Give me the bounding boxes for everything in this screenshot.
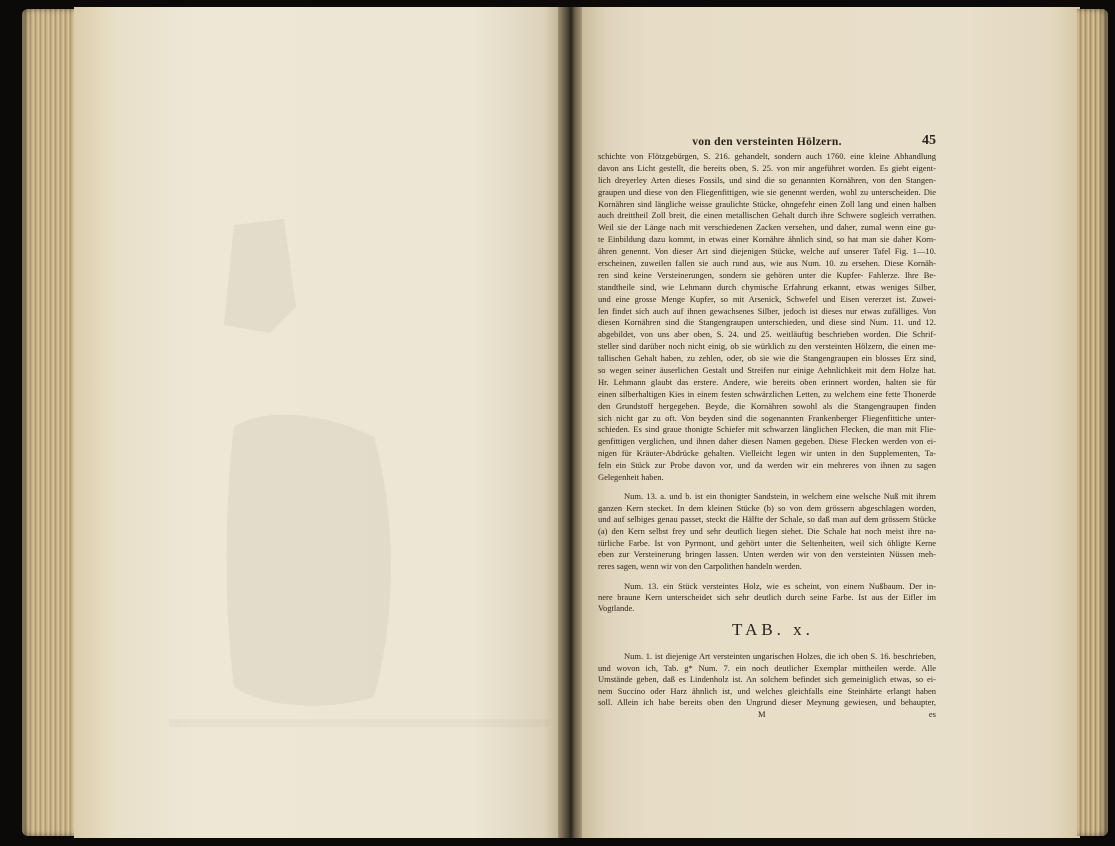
text-line: diesen Kornähren sind die Stangengraupen unterschieden, und diese sind Num. 11. und 12. [598,317,936,328]
text-line: Hr. Lehmann glaubt das erstere. Andere, wie bereits oben erinnert worden, halten sie für [598,376,936,387]
paragraph [598,651,936,709]
text-line: Num. 13. ein Stück versteintes Holz, wie es scheint, von einem Nußbaum. Der in- [624,581,936,591]
text-line: graupen und diese von den Fliegenfittigen, wie sie genennt werden, wohl zu unterscheiden. Die [598,186,936,197]
text-line: standtheile sind, wie Lehmann durch chymische Erfahrung erkannt, etwas weniges Silber, [598,281,936,292]
text-line: steller sind darüber noch nicht einig, ob sie würklich zu den versteinten Hölzern, die einen me- [598,341,936,352]
text-line: den Grundstoff hergegeben. Beyde, die Kornähren sowohl als die Stangengraupen finden [598,400,936,411]
text-line: davon ans Licht gestellt, die bereits oben, S. 25. von mir angeführet worden. Es giebt eigent- [598,162,936,173]
text-line: Vogtlande. [598,603,635,613]
text-line: türliche Farbe. Ist von Pyrmont, und gehört unter die Seltenheiten, weil sich öhligte Kerne [598,537,936,548]
bleed-through-fragment [224,219,296,333]
text-line: ähren genennt. Von dieser Art sind diejenigen Stücke, welche auf unserer Tafel Fig. 1—10. [598,246,936,257]
text-line: einen silberhaltigen Kies in einem festen schwärzlichen Letten, zu welchem eine fette Thonerde [598,388,936,399]
text-line: sich nicht gar zu oft. Von beyden sind die sogenannten Frankenberger Fliegenfittiche unter- [598,412,936,423]
text-line: soll. Allein ich habe bereits oben den Ungrund dieser Meynung gewiesen, und behaupter, [598,697,936,708]
right-page-edges [1077,9,1108,836]
text-line: und auf selbiges genau passet, steckt die Hälfte der Schale, so daß man auf dem grössern Stücke [598,514,936,525]
text-line: nem Succino oder Harz ähnlich ist, und welches gleichfalls eine Steinhärte erlangt haben [598,685,936,696]
text-line: ganzen Kern stecket. In dem kleinen Stücke (b) so von dem grössern abgeschlagen worden, [598,502,936,513]
bleed-through-fragment [227,415,391,706]
paragraph [598,491,936,573]
text-line: auch dreittheil Zoll breit, die einen metallischen Gehalt durch ihre Schwere sogleich verrathen. [598,210,936,221]
text-line: Num. 1. ist diejenige Art versteinten ungarischen Holzes, die ich oben S. 16. beschrieben, [624,651,936,661]
text-line: Weil sie der Länge nach mit verschiedenen Zacken versehen, und daher, zumal wenn eine gu- [598,222,936,233]
text-line: schichte von Flötzgebürgen, S. 216. gehandelt, sondern auch 1760. eine kleine Abhandlung [598,151,936,161]
text-line: nere braune Kern unterscheidet sich sehr deutlich durch seine Farbe. Ist aus der Eifler im [598,592,936,602]
text-line: Gelegenheit haben. [598,472,664,483]
bleed-through-caption [169,719,549,727]
paragraph [598,151,936,484]
signature-mark: M [758,709,766,719]
text-line: (a) den Kern selbst frey und sehr deutlich liegen siehet. Die Schale hat noch meist ihre na- [598,526,936,537]
text-line: ren sind keine Versteinerungen, sondern sie gehören unter die Kupfer- Fahlerze. Ihre Be- [598,269,936,280]
text-line: tallischen Gehalt haben, zu zehlen, oder, ob sie wie die Stangengraupen ein blosses Erz sind, [598,353,936,364]
catchword: es [928,709,936,719]
text-line: erscheinen, zuweilen fallen sie auch rund aus, wie aus Num. 10. zu ersehen. Diese Kornäh- [598,258,936,269]
page-number: 45 [922,133,936,148]
text-line: len findet sich auch auf ihnen gewachsenes Silber, jedoch ist dieses nur etwas zufälliges. Von [598,305,936,316]
text-line: Num. 13. a. und b. ist ein thonigter Sandstein, in welchem eine welsche Nuß mit ihrem [624,491,936,501]
text-line: Umstände geben, daß es Lindenholz ist. An solchem befindet sich gemeiniglich etwas, so ei- [598,674,936,685]
text-line: lich dreyerley Arten dieses Fossils, und sind die so genannten Kornähren, von den Stangen- [598,174,936,185]
book-gutter [558,7,584,838]
bleed-through-plate [74,7,564,838]
text-line: nigen für Kräuter-Abdrücke gehalten. Vielleicht legen wir unten in den Supplementen, Ta- [598,448,936,459]
text-line: und eine grosse Menge Kupfer, so mit Arsenick, Schwefel und Eisen vererzet ist. Zuwei- [598,293,936,304]
text-line: te Einbildung dazu kommt, in etwas einer Kornähre ähnlich sind, so hat man sie daher Korn- [598,234,936,245]
text-line: Kornähren sind längliche weisse graulichte Stücke, ohngefehr einen Zoll lang und einen halben [598,198,936,209]
text-line: und wovon ich, Tab. g* Num. 7. ein noch deutlicher Exemplar mittheilen werde. Alle [598,662,936,673]
running-head: von den versteinten Hölzern. [692,136,842,148]
text-line: genfittigen verglichen, und ihnen daher diesen Namen gegeben. Diese Flecken werden von ei- [598,436,936,447]
text-line: eben zur Versteinerung bringen lassen. Unten werden wir von den versteinten Nüssen meh- [598,549,936,560]
paragraph [598,581,936,614]
text-line: reres sagen, wenn wir von den Carpolithen handeln werden. [598,561,802,572]
left-page-edges [22,9,80,836]
section-heading: TAB. x. [732,620,814,639]
text-line: so wegen seiner äuserlichen Gestalt und Streifen nur einige Aehnlichkeit mit dem Holze hat. [598,365,936,376]
text-line: abgebildet, von uns aber oben, S. 24. und 25. weitläuftig beschrieben worden. Die Schrif- [598,329,936,340]
text-line: feln ein Stück zur Probe davon vor, und da werden wir ein mehreres von ihnen zu sagen [598,460,936,471]
text-line: schieden. Es sind graue thonigte Schiefer mit schwarzen länglichen Flecken, die man mit Flie- [598,424,936,435]
